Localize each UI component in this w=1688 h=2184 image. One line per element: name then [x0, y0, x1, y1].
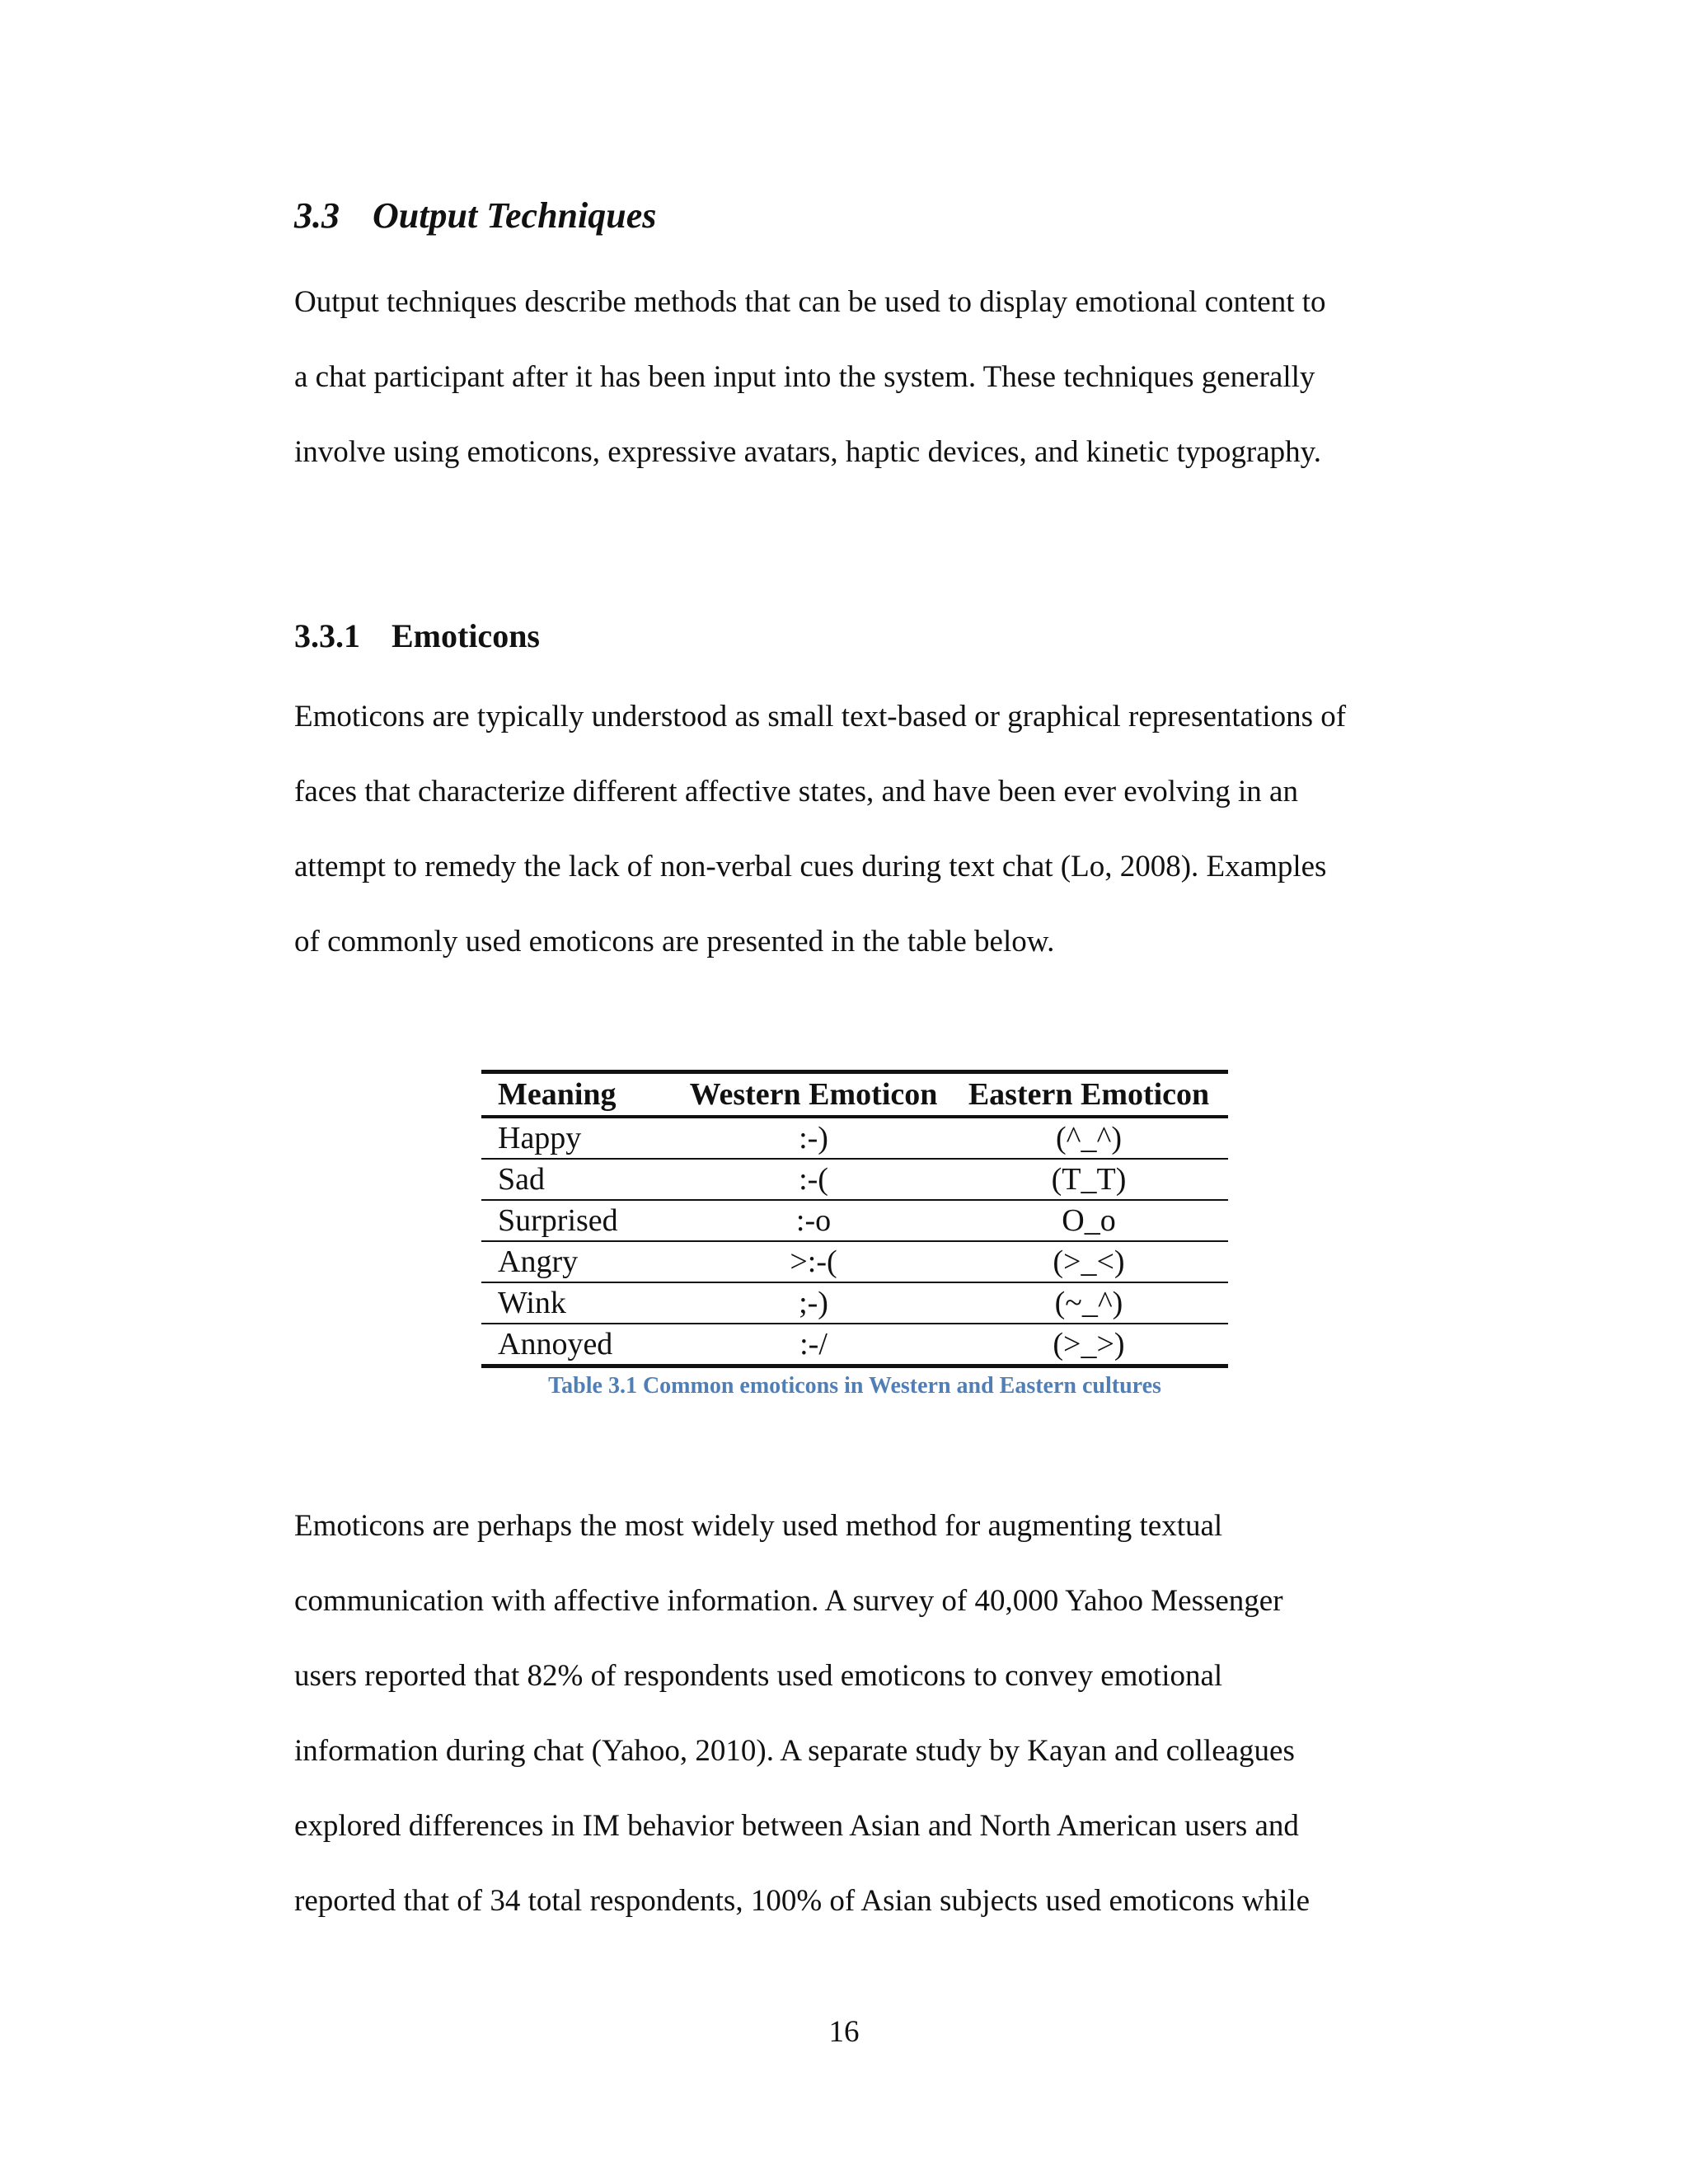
table-header-row	[481, 1072, 1228, 1118]
column-header-meaning: Meaning	[481, 1072, 678, 1118]
emoticon-table-block	[481, 1070, 1228, 1399]
section-number: 3.3	[294, 195, 340, 236]
cell-western: :-/	[799, 1327, 828, 1361]
paragraph-line: communication with affective information. A survey of 40,000 Yahoo Messenger	[294, 1584, 1283, 1618]
cell-eastern: (T_T)	[950, 1159, 1228, 1200]
table-row	[481, 1117, 1228, 1159]
paragraph-line: involve using emoticons, expressive avatars, haptic devices, and kinetic typography.	[294, 435, 1322, 469]
cell-meaning: Surprised	[481, 1200, 678, 1241]
emoticon-table	[481, 1070, 1228, 1368]
table-row	[481, 1324, 1228, 1366]
column-header-western: Western Emoticon	[678, 1072, 950, 1118]
cell-western: :-o	[678, 1200, 950, 1241]
closing-paragraph	[294, 1488, 1432, 1938]
cell-meaning: Wink	[481, 1282, 678, 1324]
paragraph-line: faces that characterize different affective states, and have been ever evolving in an	[294, 775, 1298, 808]
section-heading	[294, 194, 656, 237]
cell-meaning: Sad	[481, 1159, 678, 1200]
paragraph-line: Emoticons are typically understood as small text-based or graphical representations of	[294, 700, 1347, 733]
cell-western: ;-)	[678, 1282, 950, 1324]
page-number: 16	[828, 2015, 860, 2049]
cell-meaning: Annoyed	[498, 1327, 613, 1361]
cell-western: :-(	[678, 1159, 950, 1200]
subsection-heading	[294, 616, 540, 655]
paragraph-line: reported that of 34 total respondents, 100% of Asian subjects used emoticons while	[294, 1884, 1311, 1918]
paragraph-line: users reported that 82% of respondents used emoticons to convey emotional	[294, 1659, 1223, 1693]
cell-eastern: (^_^)	[950, 1117, 1228, 1159]
cell-western: :-)	[678, 1117, 950, 1159]
cell-eastern: (>_>)	[1053, 1327, 1125, 1361]
subsection-paragraph	[294, 679, 1432, 979]
paragraph-line: of commonly used emoticons are presented in the table below.	[294, 925, 1055, 958]
table-row	[481, 1241, 1228, 1282]
section-paragraph	[294, 265, 1432, 490]
cell-meaning: Happy	[481, 1117, 678, 1159]
paragraph-line: attempt to remedy the lack of non-verbal cues during text chat (Lo, 2008). Examples	[294, 850, 1327, 883]
cell-meaning: Angry	[481, 1241, 678, 1282]
paragraph-line: information during chat (Yahoo, 2010). A separate study by Kayan and colleagues	[294, 1734, 1295, 1768]
table-row	[481, 1282, 1228, 1324]
paragraph-line: explored differences in IM behavior between Asian and North American users and	[294, 1809, 1299, 1843]
cell-eastern: (>_<)	[950, 1241, 1228, 1282]
paragraph-line: a chat participant after it has been input into the system. These techniques generally	[294, 360, 1315, 394]
subsection-title: Emoticons	[392, 617, 540, 654]
cell-eastern: (~_^)	[950, 1282, 1228, 1324]
table-caption: Table 3.1 Common emoticons in Western and Eastern cultures	[548, 1373, 1161, 1399]
subsection-number: 3.3.1	[294, 617, 360, 654]
cell-western: >:-(	[678, 1241, 950, 1282]
paragraph-line: Emoticons are perhaps the most widely used method for augmenting textual	[294, 1509, 1223, 1543]
section-title: Output Techniques	[373, 195, 657, 236]
column-header-eastern: Eastern Emoticon	[950, 1072, 1228, 1118]
table-row	[481, 1200, 1228, 1241]
paragraph-line: Output techniques describe methods that can be used to display emotional content to	[294, 285, 1326, 319]
table-row	[481, 1159, 1228, 1200]
cell-eastern: O_o	[950, 1200, 1228, 1241]
